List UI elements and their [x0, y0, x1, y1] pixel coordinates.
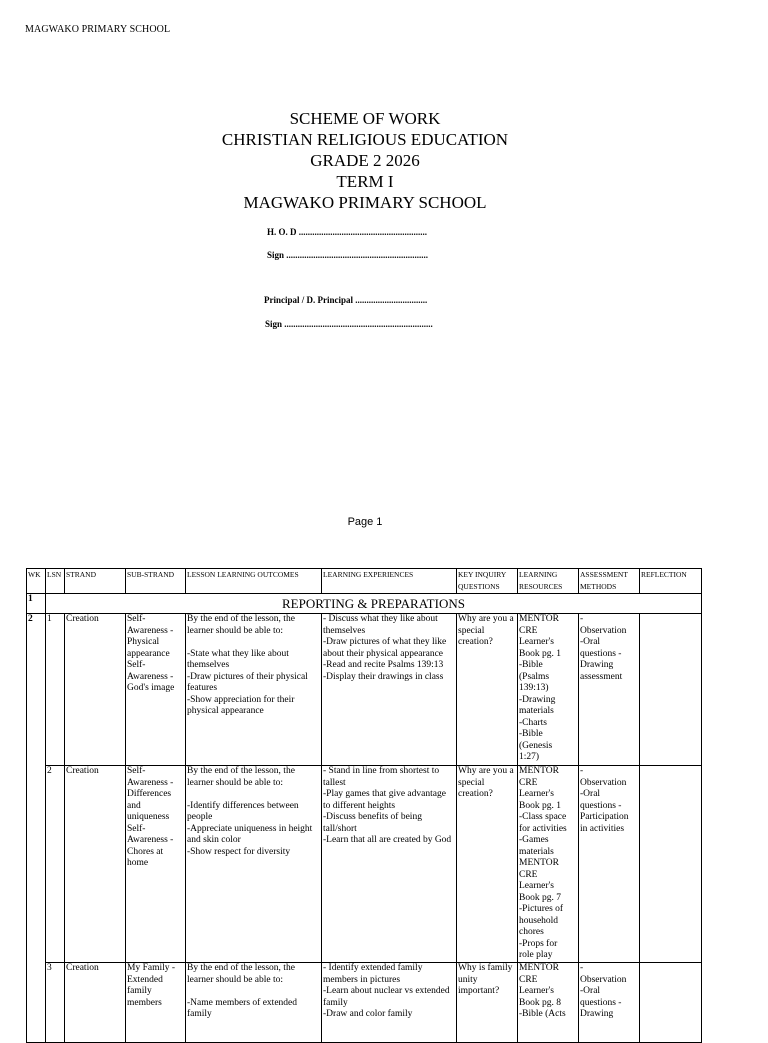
- lesson-cell: 1: [46, 614, 65, 766]
- title-line-subject: CHRISTIAN RELIGIOUS EDUCATION: [221, 130, 509, 149]
- title-line-school: MAGWAKO PRIMARY SCHOOL: [243, 193, 487, 212]
- page-number: Page 1: [347, 516, 383, 528]
- resources-cell: MENTOR CRE Learner's Book pg. 8 -Bible (Acts: [518, 963, 579, 1043]
- questions-cell: Why are you a special creation?: [457, 766, 518, 963]
- lesson-cell: 2: [46, 766, 65, 963]
- header-experiences: LEARNING EXPERIENCES: [322, 569, 457, 594]
- experiences-cell: - Identify extended family members in pictures -Learn about nuclear vs extended family -Draw and color family: [322, 963, 457, 1043]
- questions-cell: Why are you a special creation?: [457, 614, 518, 766]
- assessment-cell: - Observation -Oral questions - Drawing assessment: [579, 614, 640, 766]
- outcomes-cell: By the end of the lesson, the learner should be able to: -State what they like about themselves -Draw pictures of their physical features -Show appreciation for their physical appearance: [186, 614, 322, 766]
- strand-cell: Creation: [65, 614, 126, 766]
- substrand-cell: My Family - Extended family members: [126, 963, 186, 1043]
- header-resources: LEARNING RESOURCES: [518, 569, 579, 594]
- title-line-term: TERM I: [336, 172, 394, 191]
- hod-sign-line: Sign ...............................................................: [267, 250, 429, 260]
- substrand-cell: Self- Awareness - Physical appearance Self- Awareness - God's image: [126, 614, 186, 766]
- principal-sign-line: Sign ..................................................................: [265, 319, 433, 329]
- outcomes-cell: By the end of the lesson, the learner should be able to: -Name members of extended family: [186, 963, 322, 1043]
- header-assessment: ASSESSMENT METHODS: [579, 569, 640, 594]
- header-strand: STRAND: [65, 569, 126, 594]
- table-row: [27, 766, 702, 963]
- title-line-scheme: SCHEME OF WORK: [289, 109, 441, 128]
- substrand-cell: Self- Awareness - Differences and uniqueness Self- Awareness - Chores at home: [126, 766, 186, 963]
- header-reflection: REFLECTION: [640, 569, 702, 594]
- principal-signature-line: Principal / D. Principal ................................: [264, 295, 428, 305]
- reporting-preparations-cell: REPORTING & PREPARATIONS: [46, 594, 702, 614]
- table-row: [27, 614, 702, 766]
- document-title: [0, 108, 730, 213]
- reflection-cell: [640, 766, 702, 963]
- questions-cell: Why is family unity important?: [457, 963, 518, 1043]
- table-row-week1: [27, 594, 702, 614]
- reflection-cell: [640, 963, 702, 1043]
- lesson-cell: 3: [46, 963, 65, 1043]
- strand-cell: Creation: [65, 766, 126, 963]
- week-cell: 1: [27, 594, 46, 614]
- strand-cell: Creation: [65, 963, 126, 1043]
- resources-cell: MENTOR CRE Learner's Book pg. 1 -Class space for activities -Games materials MENTOR CRE Learner's Book pg. 7 -Pictures of household chores -Props for role play: [518, 766, 579, 963]
- table-header-row: [27, 569, 702, 594]
- assessment-cell: - Observation -Oral questions - Drawing: [579, 963, 640, 1043]
- header-wk: WK: [27, 569, 46, 594]
- outcomes-cell: By the end of the lesson, the learner should be able to: -Identify differences between people -Appreciate uniqueness in height and skin color -Show respect for diversity: [186, 766, 322, 963]
- experiences-cell: - Stand in line from shortest to tallest -Play games that give advantage to different heights -Discuss benefits of being tall/short -Learn that all are created by God: [322, 766, 457, 963]
- title-line-grade: GRADE 2 2026: [310, 151, 420, 170]
- table-row: [27, 963, 702, 1043]
- scheme-table: [26, 568, 702, 1043]
- week-cell: 2: [27, 614, 46, 1043]
- experiences-cell: - Discuss what they like about themselves -Draw pictures of what they like about their physical appearance -Read and recite Psalms 139:13 -Display their drawings in class: [322, 614, 457, 766]
- header-outcomes: LESSON LEARNING OUTCOMES: [186, 569, 322, 594]
- hod-signature-line: H. O. D .........................................................: [267, 227, 428, 237]
- header-lsn: LSN: [46, 569, 65, 594]
- resources-cell: MENTOR CRE Learner's Book pg. 1 -Bible (Psalms 139:13) -Drawing materials -Charts -Bible (Genesis 1:27): [518, 614, 579, 766]
- header-substrand: SUB-STRAND: [126, 569, 186, 594]
- header-questions: KEY INQUIRY QUESTIONS: [457, 569, 518, 594]
- reflection-cell: [640, 614, 702, 766]
- assessment-cell: - Observation -Oral questions - Participation in activities: [579, 766, 640, 963]
- header-school-name: MAGWAKO PRIMARY SCHOOL: [25, 24, 171, 35]
